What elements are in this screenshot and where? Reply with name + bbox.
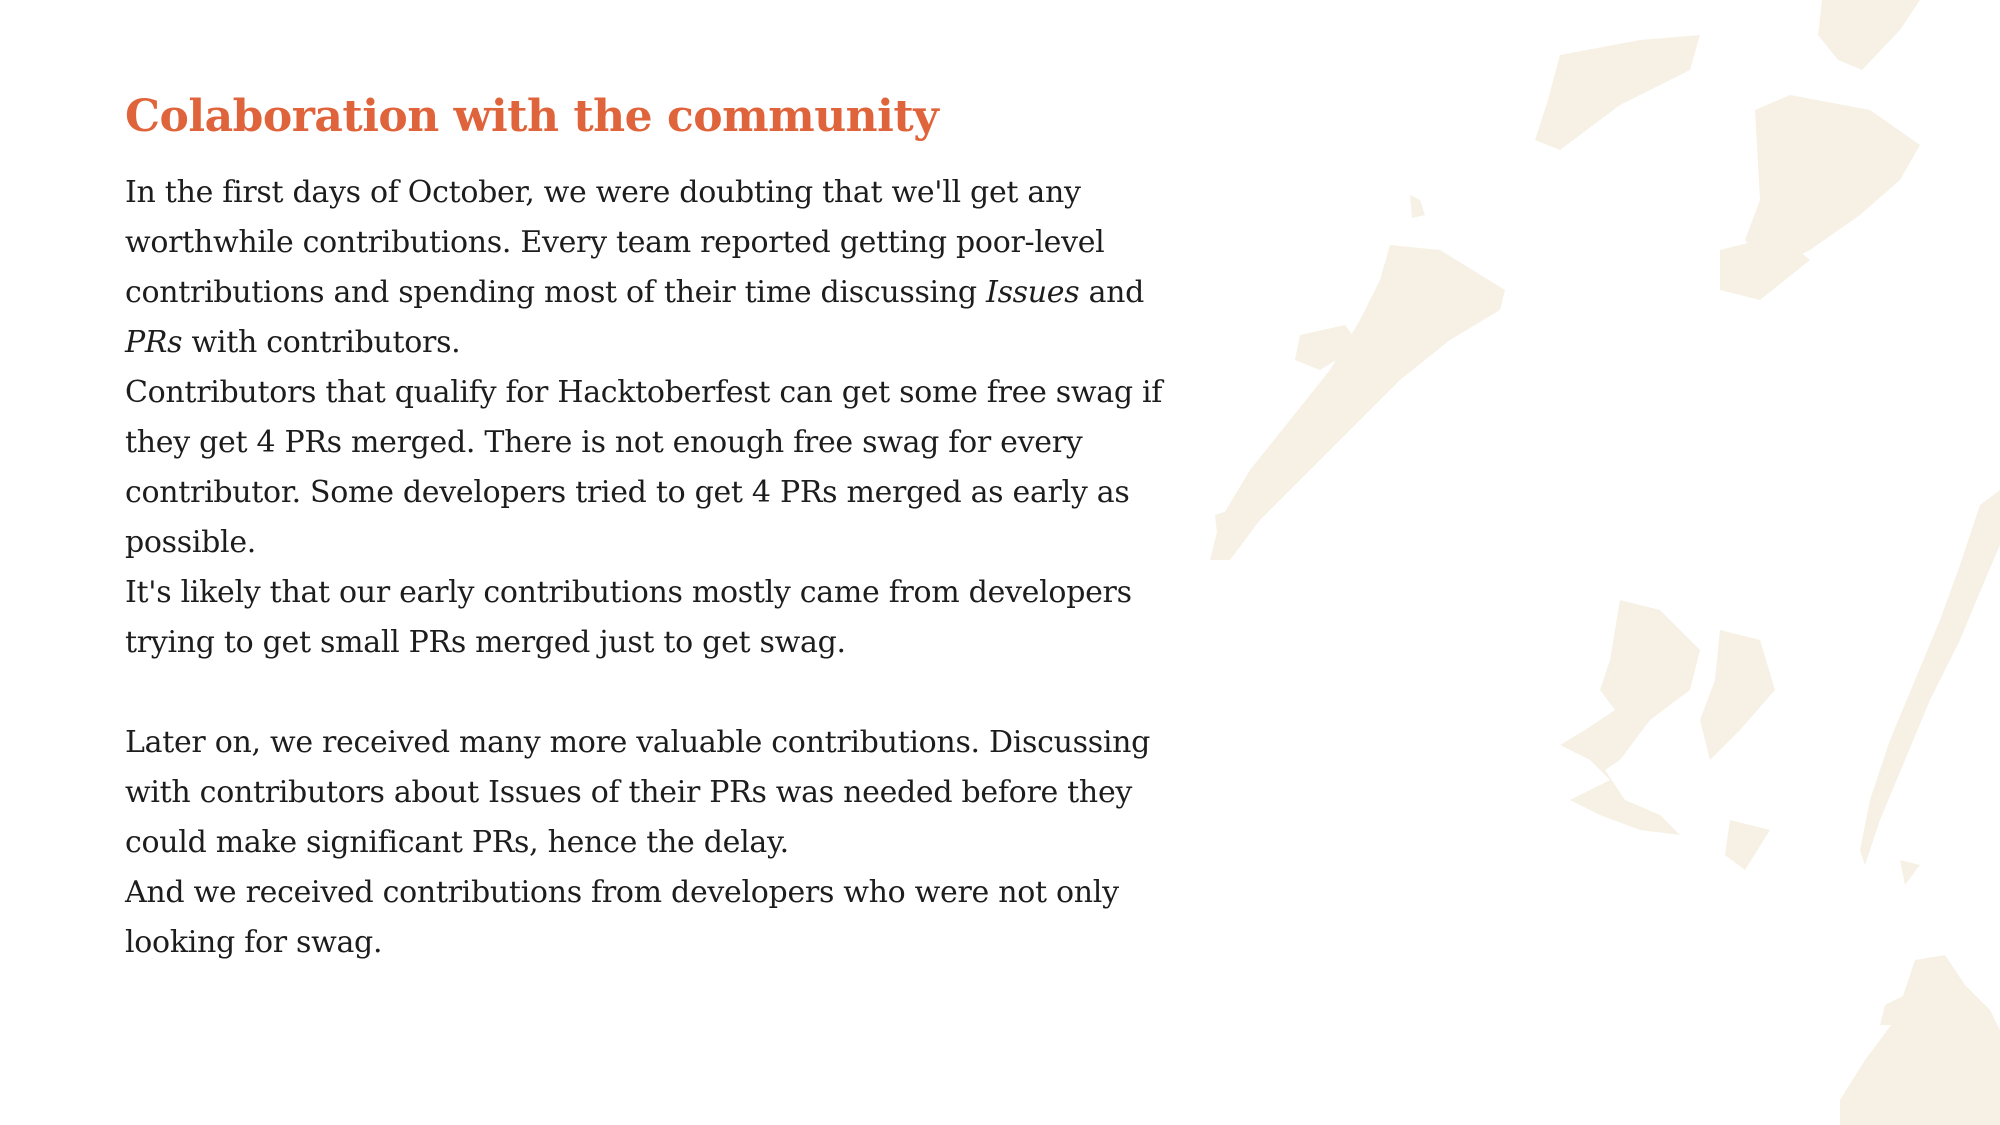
slide-title: Colaboration with the community (125, 91, 939, 142)
paragraph-text: In the first days of October, we were doubting that we'll get any worthwhile contributions. Every team reported getting poor-level contributions and spending most of their time discussing (125, 175, 1105, 310)
paragraph-valuable-contributions: Later on, we received many more valuable contributions. Discussing with contributors about Issues of their PRs was needed before they could make significant PRs, hence the delay. (125, 725, 1151, 860)
paragraph-text: and (1079, 275, 1145, 310)
paragraph-spacer (125, 668, 1185, 718)
paragraph-swag-motivation: It's likely that our early contributions mostly came from developers trying to get small PRs merged just to get swag. (125, 575, 1132, 660)
paragraph-not-only-swag: And we received contributions from developers who were not only looking for swag. (125, 875, 1119, 960)
paragraph-text: with contributors. (182, 325, 461, 360)
paragraph-free-swag: Contributors that qualify for Hacktoberfest can get some free swag if they get 4 PRs merged. There is not enough free swag for every contributor. Some developers tried to get 4 PRs merged as early as possible. (125, 375, 1163, 560)
issues-emphasis: Issues (986, 275, 1080, 310)
prs-emphasis: PRs (125, 325, 183, 360)
slide-content (125, 84, 1185, 968)
paragraph-early-contributions (125, 168, 1185, 368)
